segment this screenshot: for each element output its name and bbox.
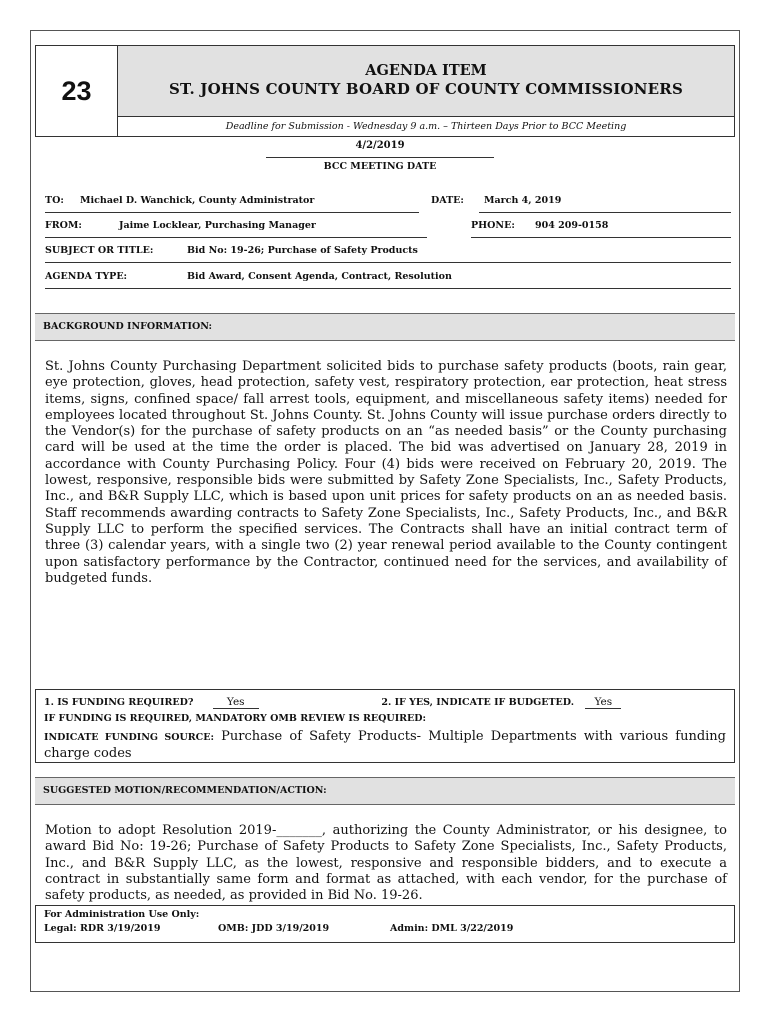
from-value: Jaime Locklear, Purchasing Manager xyxy=(119,220,316,231)
budgeted-value: Yes xyxy=(585,696,621,709)
phone-value: 904 209-0158 xyxy=(535,220,609,231)
background-heading: BACKGROUND INFORMATION: xyxy=(35,313,735,341)
date-label: DATE: xyxy=(431,195,464,206)
admin-signoff: Admin: DML 3/22/2019 xyxy=(390,923,514,934)
subject-value: Bid No: 19-26; Purchase of Safety Products xyxy=(187,245,418,256)
header-box xyxy=(35,45,735,137)
funding-required-value: Yes xyxy=(213,696,259,709)
date-value: March 4, 2019 xyxy=(484,195,562,206)
header-title-line1: AGENDA ITEM xyxy=(365,62,487,79)
from-underline xyxy=(45,237,427,238)
funding-questions xyxy=(44,696,621,709)
funding-source xyxy=(44,729,726,762)
funding-source-label: INDICATE FUNDING SOURCE: xyxy=(44,732,214,743)
funding-source-value: Purchase of Safety Products- Multiple Departments with various funding charge codes xyxy=(44,729,727,761)
motion-heading: SUGGESTED MOTION/RECOMMENDATION/ACTION: xyxy=(35,777,735,805)
background-text: St. Johns County Purchasing Department solicited bids to purchase safety products (boots, rain gear, eye protection, gloves, head protection, safety vest, respiratory protection, ear protection, heat stress items, signs, confined space/ fall arrest tools, equipment, and miscellaneous safety items) needed for employees located throughout St. Johns County. St. Johns County will issue purchase orders directly to the Vendor(s) for the purchase of safety products on an “as needed basis” or the County purchasing card will be used at the time the order is placed. The bid was advertised on January 28, 2019 in accordance with County Purchasing Policy. Four (4) bids were received on February 20, 2019. The lowest, responsive, responsible bids were submitted by Safety Zone Specialists, Inc., Safety Products, Inc., and B&R Supply LLC, which is based upon unit prices for safety products on an as needed basis. Staff recommends awarding contracts to Safety Zone Specialists, Inc., Safety Products, Inc., and B&R Supply LLC to perform the specified services. The Contracts shall have an initial contract term of three (3) calendar years, with a single two (2) year renewal period available to the County contingent upon satisfactory performance by the Contractor, continued need for the services, and availability of budgeted funds. xyxy=(45,359,727,586)
agenda-type-label: AGENDA TYPE: xyxy=(45,271,128,282)
phone-underline xyxy=(471,237,731,238)
to-label: TO: xyxy=(45,195,64,206)
motion-text: Motion to adopt Resolution 2019-_______, authorizing the County Administrator, or his designee, to award Bid No: 19-26; Purchase of Safety Products to Safety Zone Specialists, Inc., Safety Products, Inc., and B&R Supply LLC, as the lowest, responsive and responsible bidders, and to execute a contract in substantially same form and format as attached, with each vendor, for the purchase of safety products, as needed, as provided in Bid No. 19-26. xyxy=(45,823,727,904)
header-title xyxy=(118,46,734,117)
submission-deadline: Deadline for Submission - Wednesday 9 a.m. – Thirteen Days Prior to BCC Meeting xyxy=(225,121,627,132)
meeting-date-label: BCC MEETING DATE xyxy=(323,161,437,172)
meeting-date: 4/2/2019 xyxy=(355,140,405,151)
to-value: Michael D. Wanchick, County Administrator xyxy=(80,195,315,206)
from-label: FROM: xyxy=(45,220,82,231)
meeting-date-underline xyxy=(266,157,494,158)
funding-box xyxy=(35,689,735,763)
to-underline xyxy=(45,212,419,213)
subject-underline xyxy=(45,262,731,263)
omb-review-note: IF FUNDING IS REQUIRED, MANDATORY OMB REVIEW IS REQUIRED: xyxy=(44,713,427,724)
legal-signoff: Legal: RDR 3/19/2019 xyxy=(44,923,161,934)
admin-use-box xyxy=(35,905,735,943)
subject-label: SUBJECT OR TITLE: xyxy=(45,245,154,256)
agenda-type-underline xyxy=(45,288,731,289)
agenda-type-value: Bid Award, Consent Agenda, Contract, Resolution xyxy=(187,271,452,282)
date-underline xyxy=(479,212,731,213)
phone-label: PHONE: xyxy=(471,220,515,231)
funding-required-label: 1. IS FUNDING REQUIRED? xyxy=(44,697,194,708)
admin-use-title: For Administration Use Only: xyxy=(44,909,200,920)
omb-signoff: OMB: JDD 3/19/2019 xyxy=(218,923,330,934)
agenda-number: 23 xyxy=(36,46,118,136)
header-title-line2: ST. JOHNS COUNTY BOARD OF COUNTY COMMISSIONERS xyxy=(169,80,683,98)
budgeted-label: 2. IF YES, INDICATE IF BUDGETED. xyxy=(381,697,574,708)
agenda-item-form xyxy=(30,30,740,992)
